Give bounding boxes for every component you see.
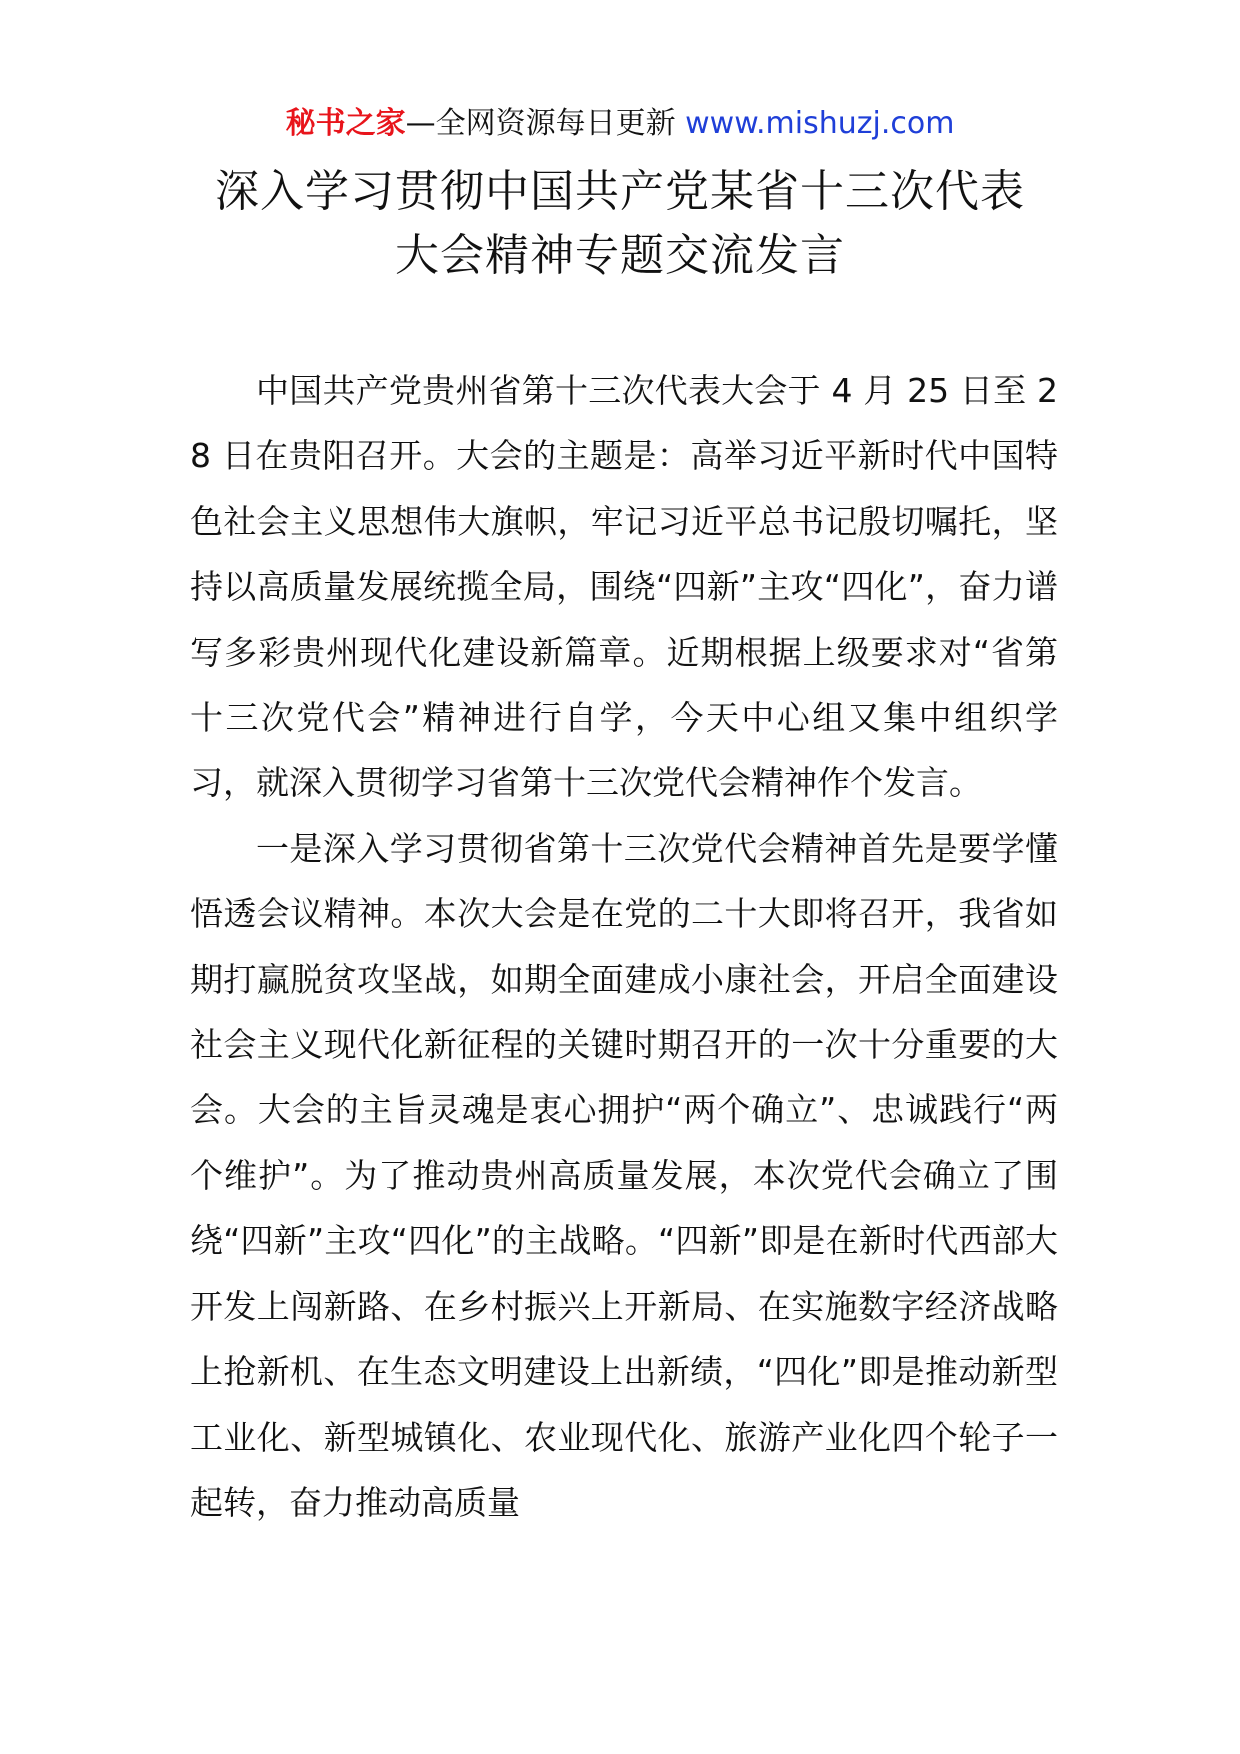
document-title [0, 160, 1240, 288]
brand-name: 秘书之家 [285, 106, 406, 141]
header-tagline: —全网资源每日更新 [405, 106, 686, 141]
title-line-1: 深入学习贯彻中国共产党某省十三次代表 [215, 166, 1025, 217]
page-header [0, 104, 1240, 144]
document-body [190, 358, 1058, 1535]
title-line-2: 大会精神专题交流发言 [395, 230, 845, 281]
paragraph-2: 一是深入学习贯彻省第十三次党代会精神首先是要学懂悟透会议精神。本次大会是在党的二十大即将召开，我省如期打赢脱贫攻坚战，如期全面建成小康社会，开启全面建设社会主义现代化新征程的关键时期召开的一次十分重要的大会。大会的主旨灵魂是衷心拥护“两个确立”、忠诚践行“两个维护”。为了推动贵州高质量发展，本次党代会确立了围绕“四新”主攻“四化”的主战略。“四新”即是在新时代西部大开发上闯新路、在乡村振兴上开新局、在实施数字经济战略上抢新机、在生态文明建设上出新绩，“四化”即是推动新型工业化、新型城镇化、农业现代化、旅游产业化四个轮子一起转，奋力推动高质量 [190, 828, 1058, 1522]
site-url-link[interactable]: www.mishuzj.com [685, 106, 955, 141]
paragraph-1: 中国共产党贵州省第十三次代表大会于 4 月 25 日至 28 日在贵阳召开。大会的主题是：高举习近平新时代中国特色社会主义思想伟大旗帜，牢记习近平总书记殷切嘱托，坚持以高质量发展统揽全局，围绕“四新”主攻“四化”，奋力谱写多彩贵州现代化建设新篇章。近期根据上级要求对“省第十三次党代会”精神进行自学，今天中心组又集中组织学习，就深入贯彻学习省第十三次党代会精神作个发言。 [190, 371, 1058, 803]
